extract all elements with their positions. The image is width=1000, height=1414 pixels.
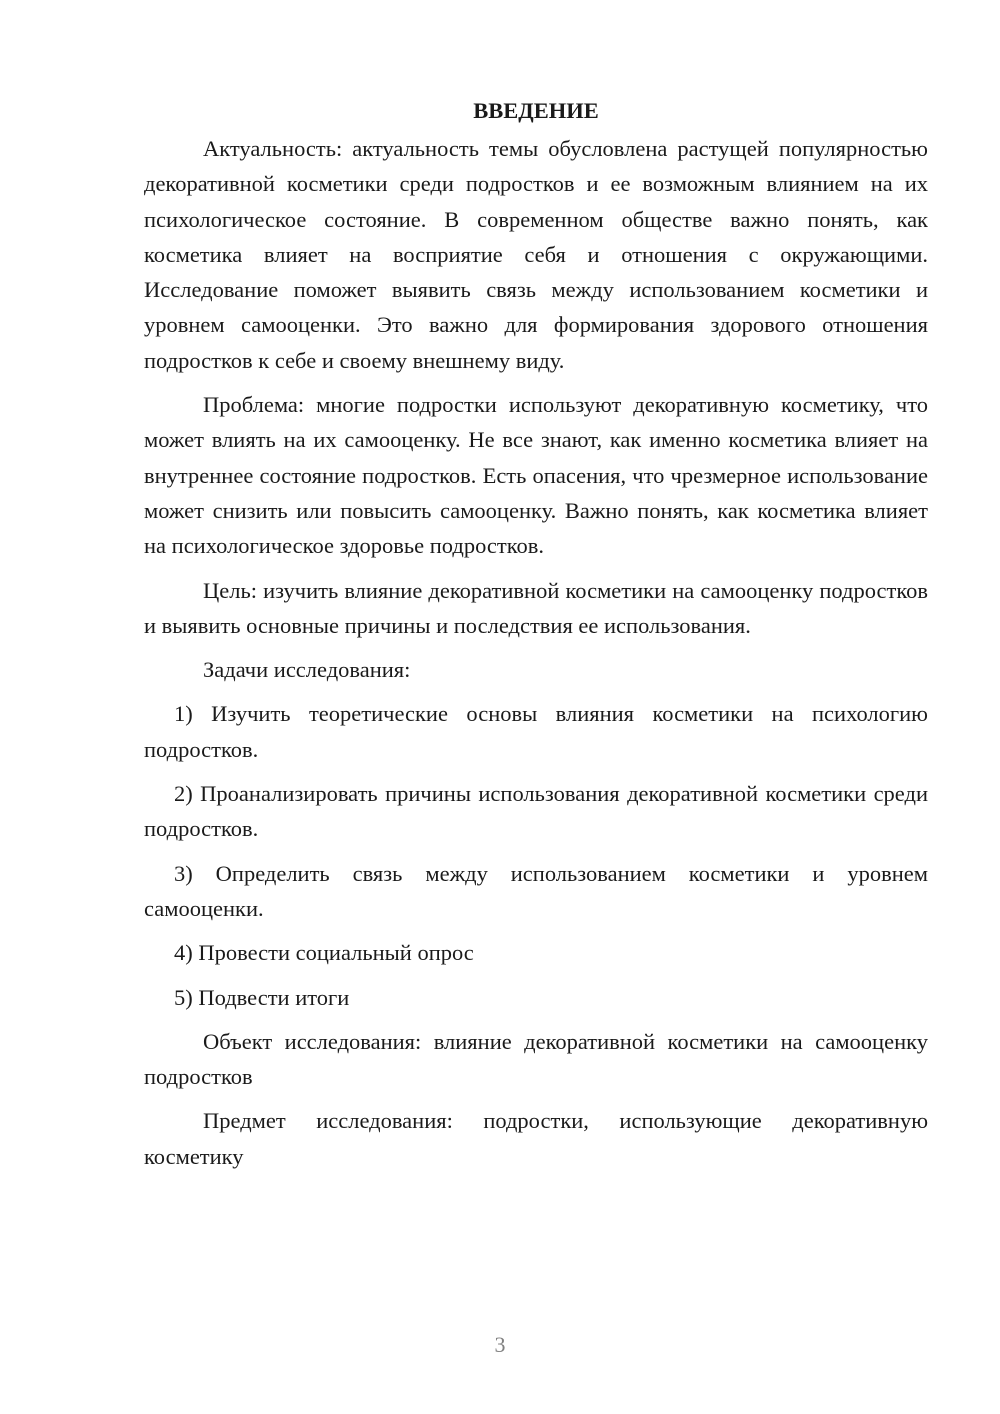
tasks-title: Задачи исследования: [203,657,411,683]
page-number: 3 [494,1332,506,1357]
subject-paragraph: Предмет исследования: подростки, использующие декоративную косметику [144,1108,928,1169]
problem-paragraph: Проблема: многие подростки используют декоративную косметику, что может влиять на их самооценку. Не все знают, как именно косметика влияет на внутреннее состояние подростков. Есть опасения, что чрезмерное использование может снизить или повысить самооценку. Важно понять, как косметика влияет на психологическое здоровье подростков. [144,392,928,559]
object-paragraph: Объект исследования: влияние декоративной косметики на самооценку подростков [144,1028,928,1090]
task-item: 1) Изучить теоретические основы влияния косметики на психологию подростков. [144,701,928,762]
page-content [144,96,928,1183]
task-item: 4) Провести социальный опрос [174,940,474,966]
relevance-paragraph: Актуальность: актуальность темы обусловлена растущей популярностью декоративной косметики среди подростков и ее возможным влиянием на их психологическое состояние. В современном обществе важно понять, как косметика влияет на восприятие себя и отношения с окружающими. Исследование поможет выявить связь между использованием косметики и уровнем самооценки. Это важно для формирования здорового отношения подростков к себе и своему внешнему виду. [144,136,928,373]
section-heading: ВВЕДЕНИЕ [473,98,599,123]
task-item: 5) Подвести итоги [174,984,350,1010]
task-item: 2) Проанализировать причины использования декоративной косметики среди подростков. [144,781,928,842]
task-item: 3) Определить связь между использованием косметики и уровнем самооценки. [144,860,928,921]
goal-paragraph: Цель: изучить влияние декоративной косметики на самооценку подростков и выявить основные причины и последствия ее использования. [144,577,928,638]
